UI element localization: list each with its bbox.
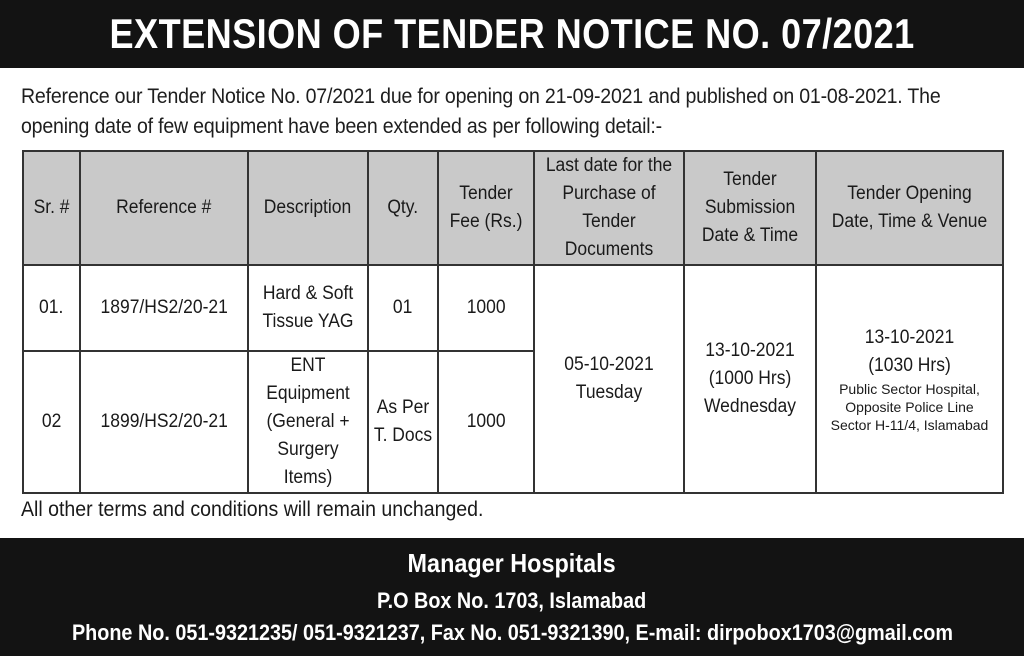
cell-reference: 1899/HS2/20-21 <box>80 351 248 493</box>
header-submission: Tender Submission Date & Time <box>684 151 816 265</box>
cell-fee: 1000 <box>438 351 534 493</box>
intro-paragraph <box>21 82 1011 142</box>
cell-reference: 1897/HS2/20-21 <box>80 265 248 351</box>
notice-title-banner <box>0 0 1024 68</box>
header-qty: Qty. <box>368 151 438 265</box>
table-row <box>23 265 1003 351</box>
closing-note: All other terms and conditions will remain unchanged. <box>21 498 484 521</box>
cell-sr: 02 <box>23 351 80 493</box>
postal-address: P.O Box No. 1703, Islamabad <box>377 588 647 613</box>
cell-description: ENT Equipment (General + Surgery Items) <box>248 351 368 493</box>
tender-table <box>22 150 1004 494</box>
cell-opening: 13-10-2021 (1030 Hrs) Public Sector Hospital, Opposite Police Line Sector H-11/4, Islamabad <box>816 265 1003 493</box>
cell-sr: 01. <box>23 265 80 351</box>
venue-line: Sector H-11/4, Islamabad <box>830 417 989 433</box>
intro-line-1: Reference our Tender Notice No. 07/2021 due for opening on 21-09-2021 and published on 01-08-2021. The <box>21 85 941 108</box>
footer-banner <box>0 538 1024 656</box>
cell-fee: 1000 <box>438 265 534 351</box>
header-opening: Tender Opening Date, Time & Venue <box>816 151 1003 265</box>
issuer-name: Manager Hospitals <box>407 548 617 578</box>
cell-submission: 13-10-2021 (1000 Hrs) Wednesday <box>684 265 816 493</box>
header-description: Description <box>248 151 368 265</box>
header-reference: Reference # <box>80 151 248 265</box>
cell-last-date: 05-10-2021 Tuesday <box>534 265 684 493</box>
header-fee: Tender Fee (Rs.) <box>438 151 534 265</box>
venue-line: Public Sector Hospital, <box>839 381 980 397</box>
venue-line: Opposite Police Line <box>845 399 974 415</box>
cell-description: Hard & Soft Tissue YAG <box>248 265 368 351</box>
cell-qty: 01 <box>368 265 438 351</box>
header-last-date: Last date for the Purchase of Tender Documents <box>534 151 684 265</box>
table-header-row <box>23 151 1003 265</box>
header-sr: Sr. # <box>23 151 80 265</box>
intro-line-2: opening date of few equipment have been extended as per following detail:- <box>21 115 662 138</box>
cell-qty: As Per T. Docs <box>368 351 438 493</box>
notice-title: EXTENSION OF TENDER NOTICE NO. 07/2021 <box>109 10 915 57</box>
contact-details: Phone No. 051-9321235/ 051-9321237, Fax No. 051-9321390, E-mail: dirpobox1703@gmail.com <box>71 620 953 645</box>
